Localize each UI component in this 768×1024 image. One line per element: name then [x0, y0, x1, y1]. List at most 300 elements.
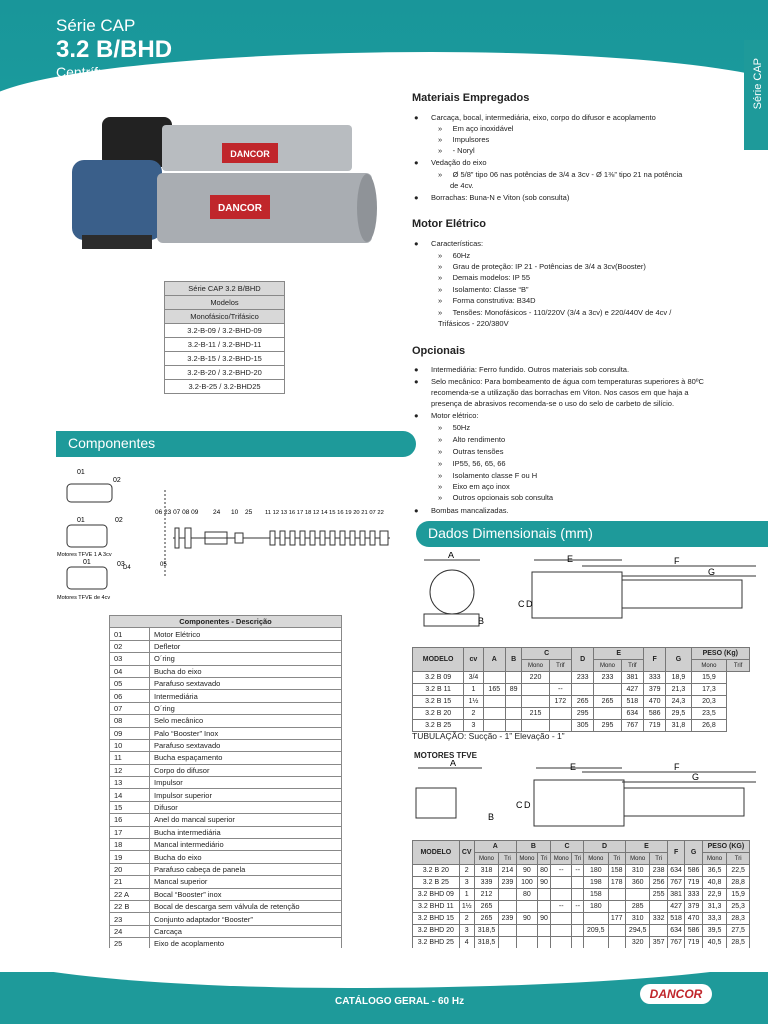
dim-cell: [516, 937, 537, 949]
motor-line: Trifásicos - 220/380V: [438, 319, 509, 328]
dim-cell: [483, 672, 505, 684]
tfve-label: MOTORES TFVE: [414, 751, 477, 760]
dim-subheader-cell: Trif: [727, 660, 750, 672]
component-description: Mancal superior: [150, 876, 342, 888]
dim-row: [413, 672, 750, 684]
dim-cell: 233: [594, 672, 621, 684]
dim-cell: 23,5: [691, 708, 727, 720]
dim-row: [413, 889, 750, 901]
dim-cell: 518: [667, 913, 684, 925]
dim-cell: 238: [650, 865, 667, 877]
dim-cell: 586: [685, 865, 702, 877]
dim-cell: 265: [474, 913, 498, 925]
component-row: [110, 628, 342, 640]
diag-d4: D4: [123, 565, 131, 571]
diag-03: 03: [117, 561, 125, 568]
models-table-subheader: Monofásico/Trifásico: [165, 310, 285, 324]
dim-cell: [499, 889, 516, 901]
components-table: [109, 615, 342, 951]
dim-cell: 33,3: [702, 913, 726, 925]
dim-cell: 3.2 B 20: [413, 708, 464, 720]
dim-cell: 265: [572, 696, 594, 708]
diag-24: 24: [213, 509, 221, 516]
dim-cell: 209,5: [584, 925, 608, 937]
component-description: Eixo de acoplamento: [150, 938, 342, 950]
dim-cell: 24,3: [666, 696, 691, 708]
dim-row: [413, 913, 750, 925]
dim-cell: 3.2 BHD 09: [413, 889, 460, 901]
dim-cell: 357: [650, 937, 667, 949]
model-subtitle: Centrífuga Multiestágio - Alta Pressão: [56, 64, 292, 80]
dim-cell: 3.2 BHD 11: [413, 901, 460, 913]
dim-subheader-cell: Mono: [584, 853, 608, 865]
dim-cell: [499, 937, 516, 949]
dim-cell: 3/4: [464, 672, 483, 684]
dim-cell: 28,5: [727, 937, 750, 949]
opcionais-line: » IP55, 56, 65, 66: [438, 459, 506, 468]
dim-cell: [516, 901, 537, 913]
dim-label-g: G: [708, 567, 716, 577]
materiais-title: Materiais Empregados: [412, 92, 530, 104]
component-row: [110, 900, 342, 912]
dim-header-cell: G: [666, 648, 691, 672]
component-description: Defletor: [150, 640, 342, 652]
materiais-line: » - Noryl: [438, 146, 475, 155]
dim-cell: 27,5: [727, 925, 750, 937]
component-code: 10: [110, 739, 150, 751]
materiais-line: ● Borrachas: Buna-N e Viton (sob consulta): [414, 193, 570, 202]
dim-cell: 25,3: [727, 901, 750, 913]
dim-header-cell: F: [667, 841, 684, 865]
dim-cell: 332: [650, 913, 667, 925]
dim-cell: 239: [499, 877, 516, 889]
component-row: [110, 863, 342, 875]
dim-cell: 719: [685, 937, 702, 949]
dim-cell: 719: [685, 877, 702, 889]
dimension-table-1: [412, 647, 750, 732]
dim-cell: [550, 877, 571, 889]
dim-cell: 470: [685, 913, 702, 925]
dim-cell: 320: [625, 937, 649, 949]
dim-cell: 2: [459, 913, 474, 925]
component-description: Parafuso cabeça de panela: [150, 863, 342, 875]
dim-cell: --: [572, 865, 584, 877]
dim-cell: 3.2 B 20: [413, 865, 460, 877]
diag-01: 01: [77, 469, 85, 476]
dim-cell: 634: [621, 708, 643, 720]
dim2-label-a: A: [450, 760, 457, 768]
dim-subheader-cell: Mono: [550, 853, 571, 865]
opcionais-line: presença de abrasivos recomenda-se o uso do selo de carbeto de silício.: [431, 399, 675, 408]
dim-cell: [550, 925, 571, 937]
component-description: Impulsor: [150, 777, 342, 789]
dim-cell: 2: [464, 708, 483, 720]
dim-cell: 180: [584, 901, 608, 913]
dim-cell: 1½: [464, 696, 483, 708]
dim-cell: [584, 937, 608, 949]
materiais-line: » Em aço inoxidável: [438, 124, 514, 133]
dim-cell: 294,5: [625, 925, 649, 937]
component-description: O´ring: [150, 653, 342, 665]
dim-row: [413, 865, 750, 877]
dim-cell: [499, 925, 516, 937]
componentes-title: Componentes: [68, 435, 156, 451]
component-code: 01: [110, 628, 150, 640]
dim-subheader-cell: Mono: [594, 660, 621, 672]
component-code: 13: [110, 777, 150, 789]
component-row: [110, 814, 342, 826]
dim-cell: 295: [572, 708, 594, 720]
dim-cell: 381: [621, 672, 643, 684]
dim-subheader-cell: Tri: [572, 853, 584, 865]
dim-cell: [572, 937, 584, 949]
dim-cell: [594, 684, 621, 696]
dim-cell: 26,8: [691, 720, 727, 732]
dimension-drawing-2: [412, 760, 762, 838]
component-code: 16: [110, 814, 150, 826]
dim-cell: 3: [464, 720, 483, 732]
dim-header-cell: E: [594, 648, 644, 660]
dim2-label-f: F: [674, 762, 680, 772]
dim-cell: [483, 708, 505, 720]
dim-cell: [483, 696, 505, 708]
models-table-row: 3.2-B-15 / 3.2-BHD-15: [165, 352, 285, 366]
dados-band: [416, 521, 768, 547]
component-row: [110, 789, 342, 801]
dim-cell: 285: [625, 901, 649, 913]
dim-cell: 265: [594, 696, 621, 708]
dim-subheader-cell: Mono: [625, 853, 649, 865]
dim-cell: 295: [594, 720, 621, 732]
dim-subheader-cell: Tri: [608, 853, 625, 865]
dim2-label-c: C: [516, 800, 523, 810]
dim-cell: 318,5: [474, 925, 498, 937]
dim-cell: [650, 901, 667, 913]
svg-text:DANCOR: DANCOR: [218, 203, 262, 214]
dim-cell: 3: [459, 877, 474, 889]
dim-cell: 40,8: [702, 877, 726, 889]
component-row: [110, 752, 342, 764]
dim-cell: [550, 889, 571, 901]
dim-cell: 318,5: [474, 937, 498, 949]
motor-line: » Tensões: Monofásicos - 110/220V (3/4 a 3cv) e 220/440V de 4cv /: [438, 308, 672, 317]
component-description: Intermediária: [150, 690, 342, 702]
dim-cell: [538, 901, 551, 913]
component-row: [110, 640, 342, 652]
dim-cell: [608, 925, 625, 937]
dim-cell: [572, 913, 584, 925]
component-description: Bucha do eixo: [150, 665, 342, 677]
dim-cell: 1½: [459, 901, 474, 913]
opcionais-line: » Alto rendimento: [438, 435, 506, 444]
component-row: [110, 876, 342, 888]
dim-cell: [572, 877, 584, 889]
dim-header-cell: E: [625, 841, 667, 853]
dim-cell: 1: [464, 684, 483, 696]
dim-cell: 31,8: [666, 720, 691, 732]
component-code: 07: [110, 702, 150, 714]
dim-cell: [572, 684, 594, 696]
dim-cell: 180: [584, 865, 608, 877]
dim-header-cell: A: [474, 841, 516, 853]
opcionais-line: ● Selo mecânico: Para bombeamento de água com temperaturas superiores à 80ºC: [414, 377, 704, 386]
component-code: 15: [110, 801, 150, 813]
dim-cell: 100: [516, 877, 537, 889]
component-row: [110, 826, 342, 838]
motor-line: ● Características:: [414, 239, 484, 248]
opcionais-line: ● Motor elétrico:: [414, 411, 479, 420]
dim-cell: [505, 708, 521, 720]
dim-cell: 339: [474, 877, 498, 889]
motor-line: » Isolamento: Classe “B”: [438, 285, 529, 294]
materiais-line: de 4cv.: [450, 181, 474, 190]
dim2-label-b: B: [488, 812, 495, 822]
dim-cell: 3: [459, 925, 474, 937]
diag-motor1: Motores TFVE 1 A 3cv: [57, 552, 112, 558]
dim2-label-g: G: [692, 772, 700, 782]
dim-cell: 177: [608, 913, 625, 925]
dim-header-cell: B: [505, 648, 521, 672]
materiais-line: » Ø 5/8” tipo 06 nas potências de 3/4 a 3cv - Ø 1⅜” tipo 21 na potência: [438, 170, 683, 179]
component-description: Mancal intermediário: [150, 839, 342, 851]
models-table-title: Série CAP 3.2 B/BHD: [165, 282, 285, 296]
dim-cell: 215: [522, 708, 549, 720]
dim-cell: 239: [499, 913, 516, 925]
component-description: Motor Elétrico: [150, 628, 342, 640]
componentes-band: [56, 431, 416, 457]
dim-cell: 90: [538, 877, 551, 889]
dim-label-e: E: [567, 554, 574, 564]
dim-cell: 379: [685, 901, 702, 913]
dim-cell: 40,5: [702, 937, 726, 949]
diag-10: 10: [231, 509, 239, 516]
diag-top-labels: 06 23 07 08 09: [155, 509, 199, 516]
dim-cell: 719: [644, 720, 666, 732]
component-row: [110, 739, 342, 751]
dim-cell: 80: [516, 889, 537, 901]
dim-cell: [608, 937, 625, 949]
dim-label-a: A: [448, 552, 455, 560]
dim-cell: 3.2 BHD 20: [413, 925, 460, 937]
component-row: [110, 888, 342, 900]
dim-cell: 18,9: [666, 672, 691, 684]
dim-cell: [584, 913, 608, 925]
dim-cell: 158: [584, 889, 608, 901]
dim-cell: [522, 684, 549, 696]
motor-line: » Demais modelos: IP 55: [438, 273, 530, 282]
dim-row: [413, 877, 750, 889]
dim-row: [413, 696, 750, 708]
materiais-line: ● Carcaça, bocal, intermediária, eixo, corpo do difusor e acoplamento: [414, 113, 656, 122]
dim-subheader-cell: Tri: [538, 853, 551, 865]
component-description: Corpo do difusor: [150, 764, 342, 776]
dim-header-cell: MODELO: [413, 648, 464, 672]
dim-cell: 15,9: [691, 672, 727, 684]
dim-cell: [522, 720, 549, 732]
dim-subheader-cell: Tri: [727, 853, 750, 865]
dim-cell: [572, 889, 584, 901]
dim-cell: 470: [644, 696, 666, 708]
dim-cell: [549, 672, 571, 684]
dim-cell: [483, 720, 505, 732]
models-table-row: 3.2-B-20 / 3.2-BHD-20: [165, 366, 285, 380]
opcionais-line: » Eixo em aço inox: [438, 482, 510, 491]
motor-line: » Grau de proteção: IP 21 - Potências de 3/4 a 3cv(Booster): [438, 262, 646, 271]
dim-cell: 256: [650, 877, 667, 889]
component-description: Difusor: [150, 801, 342, 813]
dim-cell: [550, 913, 571, 925]
opcionais-line: recomenda-se a utilização das borrachas em Viton. Nos casos em que haja a: [431, 388, 689, 397]
opcionais-line: » Outras tensões: [438, 447, 504, 456]
dim-cell: 360: [625, 877, 649, 889]
dim-header-cell: B: [516, 841, 550, 853]
dim-subheader-cell: Mono: [691, 660, 727, 672]
component-code: 17: [110, 826, 150, 838]
component-description: Anel do mancal superior: [150, 814, 342, 826]
component-row: [110, 653, 342, 665]
component-row: [110, 665, 342, 677]
component-code: 18: [110, 839, 150, 851]
dim-cell: 15,9: [727, 889, 750, 901]
component-code: 08: [110, 715, 150, 727]
dim-cell: 310: [625, 913, 649, 925]
dim-cell: 90: [538, 913, 551, 925]
dim-header-cell: C: [550, 841, 583, 853]
component-code: 23: [110, 913, 150, 925]
component-description: Bocal de descarga sem válvula de retenção: [150, 900, 342, 912]
component-description: Conjunto adaptador “Booster”: [150, 913, 342, 925]
dim-cell: 214: [499, 865, 516, 877]
component-code: 12: [110, 764, 150, 776]
dim-cell: 3.2 B 25: [413, 877, 460, 889]
dim-row: [413, 901, 750, 913]
dim-cell: [594, 708, 621, 720]
dim-subheader-cell: Tri: [499, 853, 516, 865]
dim-row: [413, 720, 750, 732]
dim-row: [413, 684, 750, 696]
dim-cell: [608, 901, 625, 913]
dim2-label-e: E: [570, 762, 577, 772]
dim-header-cell: G: [685, 841, 702, 865]
opcionais-line: » 50Hz: [438, 423, 471, 432]
dim-cell: [549, 720, 571, 732]
dim-cell: 220: [522, 672, 549, 684]
dim-header-cell: D: [584, 841, 626, 853]
dim-subheader-cell: Mono: [522, 660, 549, 672]
dim-subheader-cell: Trif: [549, 660, 571, 672]
opcionais-line: » Isolamento classe F ou H: [438, 471, 538, 480]
diag-25: 25: [245, 509, 253, 516]
dim-row: [413, 937, 750, 949]
dim-cell: [549, 708, 571, 720]
dim-cell: 28,3: [727, 913, 750, 925]
dim-cell: [538, 937, 551, 949]
dim-cell: [538, 925, 551, 937]
side-tab-label: Série CAP: [752, 58, 764, 110]
dim-cell: 333: [685, 889, 702, 901]
dados-title: Dados Dimensionais (mm): [428, 525, 593, 541]
dim-header-cell: C: [522, 648, 572, 660]
dim-cell: 4: [459, 937, 474, 949]
materiais-line: ● Vedação do eixo: [414, 158, 487, 167]
component-row: [110, 677, 342, 689]
component-code: 14: [110, 789, 150, 801]
dim-cell: 21,3: [666, 684, 691, 696]
opcionais-line: ● Intermediária: Ferro fundido. Outros materiais sob consulta.: [414, 365, 630, 374]
dim-cell: 518: [621, 696, 643, 708]
dim-cell: --: [550, 865, 571, 877]
opcionais-line: » Outros opcionais sob consulta: [438, 493, 554, 502]
component-code: 06: [110, 690, 150, 702]
dim-cell: [505, 720, 521, 732]
dim-cell: 767: [667, 877, 684, 889]
dimension-drawing-1: [412, 552, 762, 644]
dim-cell: 36,5: [702, 865, 726, 877]
dim-cell: 3.2 BHD 15: [413, 913, 460, 925]
models-table: [164, 281, 285, 394]
opcionais-title: Opcionais: [412, 345, 466, 357]
dim-cell: 20,3: [691, 696, 727, 708]
dim-cell: 90: [516, 913, 537, 925]
models-table-row: 3.2-B-25 / 3.2-BHD25: [165, 380, 285, 394]
component-row: [110, 851, 342, 863]
dim-cell: --: [550, 901, 571, 913]
dim-label-f: F: [674, 556, 680, 566]
motor-line: » 60Hz: [438, 251, 471, 260]
dim-cell: 634: [667, 865, 684, 877]
dim-cell: 22,5: [727, 865, 750, 877]
dim-cell: 22,9: [702, 889, 726, 901]
dim-cell: --: [572, 901, 584, 913]
dim-cell: 318: [474, 865, 498, 877]
brand-logo: DANCOR: [640, 984, 712, 1004]
dim-cell: 255: [650, 889, 667, 901]
component-code: 22 A: [110, 888, 150, 900]
component-code: 20: [110, 863, 150, 875]
dim-cell: 233: [572, 672, 594, 684]
dim-cell: 90: [516, 865, 537, 877]
dim-cell: 3.2 B 15: [413, 696, 464, 708]
component-description: Impulsor superior: [150, 789, 342, 801]
dim-cell: 381: [667, 889, 684, 901]
dim-cell: 3.2 B 11: [413, 684, 464, 696]
dim-cell: 178: [608, 877, 625, 889]
component-description: Parafuso sextavado: [150, 677, 342, 689]
models-table-row: 3.2-B-11 / 3.2-BHD-11: [165, 338, 285, 352]
dim-subheader-cell: Mono: [516, 853, 537, 865]
dim-subheader-cell: Mono: [474, 853, 498, 865]
dim-label-b: B: [478, 616, 485, 626]
dim-cell: [516, 925, 537, 937]
component-code: 02: [110, 640, 150, 652]
component-code: 11: [110, 752, 150, 764]
dim-cell: 767: [667, 937, 684, 949]
component-code: 05: [110, 677, 150, 689]
tubulacao-1: TUBULAÇÃO: Sucção - 1” Elevação - 1”: [412, 731, 565, 741]
dim-cell: 198: [584, 877, 608, 889]
component-row: [110, 925, 342, 937]
component-code: 21: [110, 876, 150, 888]
dim-header-cell: F: [644, 648, 666, 672]
dim-cell: [650, 925, 667, 937]
dim-cell: --: [549, 684, 571, 696]
dim-cell: 3.2 B 09: [413, 672, 464, 684]
dim-cell: [608, 889, 625, 901]
diag-02: 02: [113, 477, 121, 484]
dim-subheader-cell: Mono: [702, 853, 726, 865]
component-code: 25: [110, 938, 150, 950]
models-table-header: Modelos: [165, 296, 285, 310]
